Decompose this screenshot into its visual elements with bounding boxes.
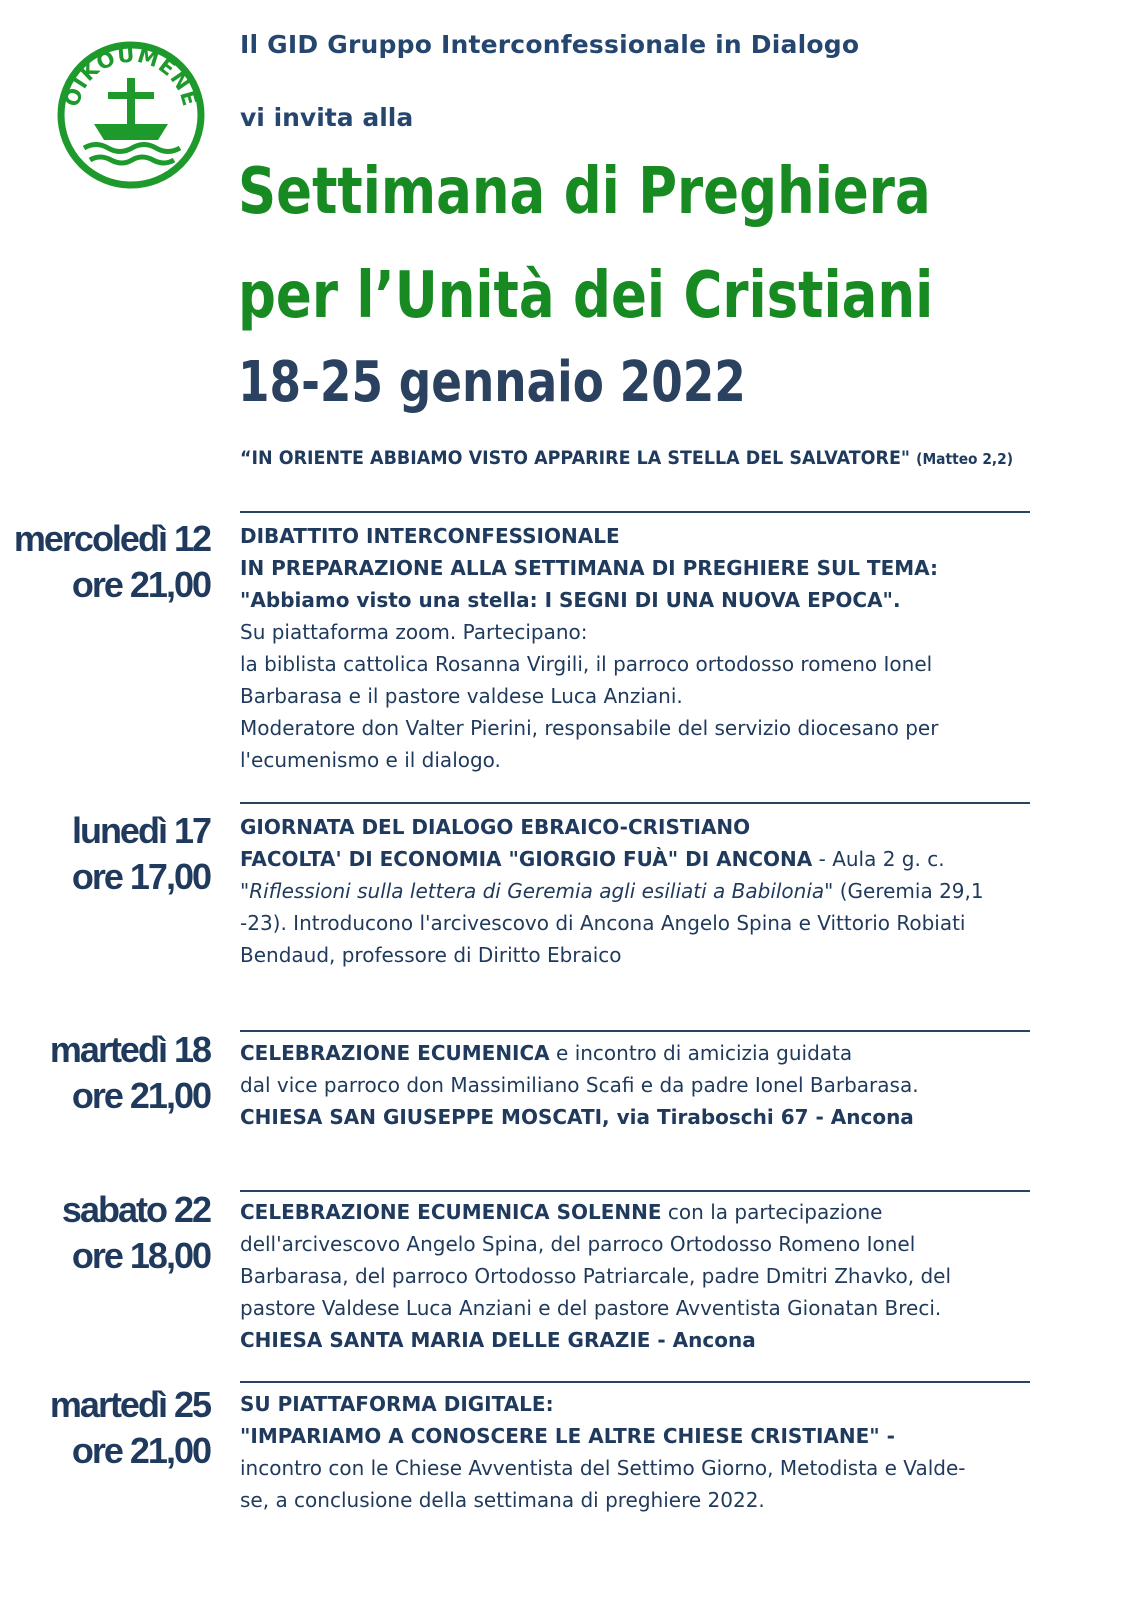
- event-text: dell'arcivescovo Angelo Spina, del parroco Ortodosso Romeno Ionel: [240, 1232, 916, 1256]
- event-location: CHIESA SAN GIUSEPPE MOSCATI, via Tiraboschi 67 - Ancona: [240, 1105, 914, 1129]
- event-day: martedì 25: [49, 1384, 210, 1425]
- event-venue-line: [240, 843, 1060, 875]
- event-venue: FACOLTA' DI ECONOMIA "GIORGIO FUÀ" DI ANCONA: [240, 847, 813, 871]
- title-line-1: Settimana di Preghiera: [238, 155, 931, 229]
- quote-text: “IN ORIENTE ABBIAMO VISTO APPARIRE LA STELLA DEL SALVATORE": [240, 447, 911, 469]
- event-text: -23). Introducono l'arcivescovo di Ancona Angelo Spina e Vittorio Robiati: [240, 911, 966, 935]
- event-title-line: [240, 875, 1060, 907]
- event-time: ore 18,00: [71, 1235, 210, 1276]
- event-time: ore 21,00: [71, 1430, 210, 1471]
- divider: [240, 1030, 1030, 1032]
- event-text: se, a conclusione della settimana di preghiere 2022.: [240, 1488, 765, 1512]
- event-heading: SU PIATTAFORMA DIGITALE:: [240, 1392, 554, 1416]
- event-talk-title: "Riflessioni sulla lettera di Geremia agli esiliati a Babilonia": [240, 879, 834, 903]
- event-text: incontro con le Chiese Avventista del Settimo Giorno, Metodista e Valde-: [240, 1456, 966, 1480]
- event-theme: "IMPARIAMO A CONOSCERE LE ALTRE CHIESE CRISTIANE" -: [240, 1424, 895, 1448]
- event-day: sabato 22: [61, 1189, 210, 1230]
- oikoumene-logo: [56, 40, 206, 190]
- event-text: l'ecumenismo e il dialogo.: [240, 748, 501, 772]
- event-location: CHIESA SANTA MARIA DELLE GRAZIE - Ancona: [240, 1328, 756, 1352]
- event-description: [240, 811, 1060, 971]
- event-time: ore 17,00: [71, 856, 210, 897]
- event-datetime: [72, 808, 210, 900]
- organizer: Il GID Gruppo Interconfessionale in Dialogo: [240, 30, 860, 59]
- divider: [240, 802, 1030, 804]
- event-room: - Aula 2 g. c.: [812, 847, 945, 871]
- quote-reference: (Matteo 2,2): [916, 450, 1014, 468]
- event-description: [240, 1196, 1060, 1356]
- theme-quote: [240, 447, 1013, 469]
- event-day: mercoledì 12: [13, 518, 210, 559]
- logo-text: OIKOUMENE: [59, 42, 203, 110]
- event-text: dal vice parroco don Massimiliano Scafi e da padre Ionel Barbarasa.: [240, 1073, 919, 1097]
- event-heading-line: [240, 1196, 1060, 1228]
- event-text: Bendaud, professore di Diritto Ebraico: [240, 943, 622, 967]
- event-text: Moderatore don Valter Pierini, responsabile del servizio diocesano per: [240, 716, 939, 740]
- event-heading: CELEBRAZIONE ECUMENICA SOLENNE: [240, 1200, 662, 1224]
- event-text: Barbarasa e il pastore valdese Luca Anziani.: [240, 684, 683, 708]
- event-heading: CELEBRAZIONE ECUMENICA: [240, 1041, 550, 1065]
- event-text: e incontro di amicizia guidata: [549, 1041, 853, 1065]
- event-heading: GIORNATA DEL DIALOGO EBRAICO-CRISTIANO: [240, 815, 751, 839]
- event-datetime: [62, 1187, 210, 1279]
- event-description: [240, 1388, 1060, 1516]
- event-time: ore 21,00: [71, 1075, 210, 1116]
- event-day: lunedì 17: [71, 810, 210, 851]
- event-text: Su piattaforma zoom. Partecipano:: [240, 620, 588, 644]
- event-datetime: [14, 516, 210, 608]
- divider: [240, 1190, 1030, 1192]
- event-text: con la partecipazione: [661, 1200, 883, 1224]
- event-description: [240, 1037, 1060, 1133]
- event-datetime: [50, 1382, 210, 1474]
- divider: [240, 1381, 1030, 1383]
- event-subheading: IN PREPARAZIONE ALLA SETTIMANA DI PREGHIERE SUL TEMA:: [240, 556, 938, 580]
- event-heading: DIBATTITO INTERCONFESSIONALE: [240, 524, 620, 548]
- event-text: pastore Valdese Luca Anziani e del pastore Avventista Gionatan Breci.: [240, 1296, 942, 1320]
- event-time: ore 21,00: [71, 564, 210, 605]
- poster-title: [238, 140, 933, 348]
- event-theme: "Abbiamo visto una stella: I SEGNI DI UNA NUOVA EPOCA".: [240, 588, 901, 612]
- event-datetime: [50, 1027, 210, 1119]
- date-range: 18-25 gennaio 2022: [238, 350, 746, 415]
- event-text: la biblista cattolica Rosanna Virgili, il parroco ortodosso romeno Ionel: [240, 652, 933, 676]
- event-text: (Geremia 29,1: [833, 879, 984, 903]
- event-heading-line: [240, 1037, 1060, 1069]
- title-line-2: per l’Unità dei Cristiani: [238, 259, 934, 333]
- event-description: [240, 520, 1060, 776]
- event-text: Barbarasa, del parroco Ortodosso Patriarcale, padre Dmitri Zhavko, del: [240, 1264, 952, 1288]
- event-day: martedì 18: [49, 1029, 210, 1070]
- divider: [240, 511, 1030, 513]
- invite-text: vi invita alla: [240, 103, 414, 132]
